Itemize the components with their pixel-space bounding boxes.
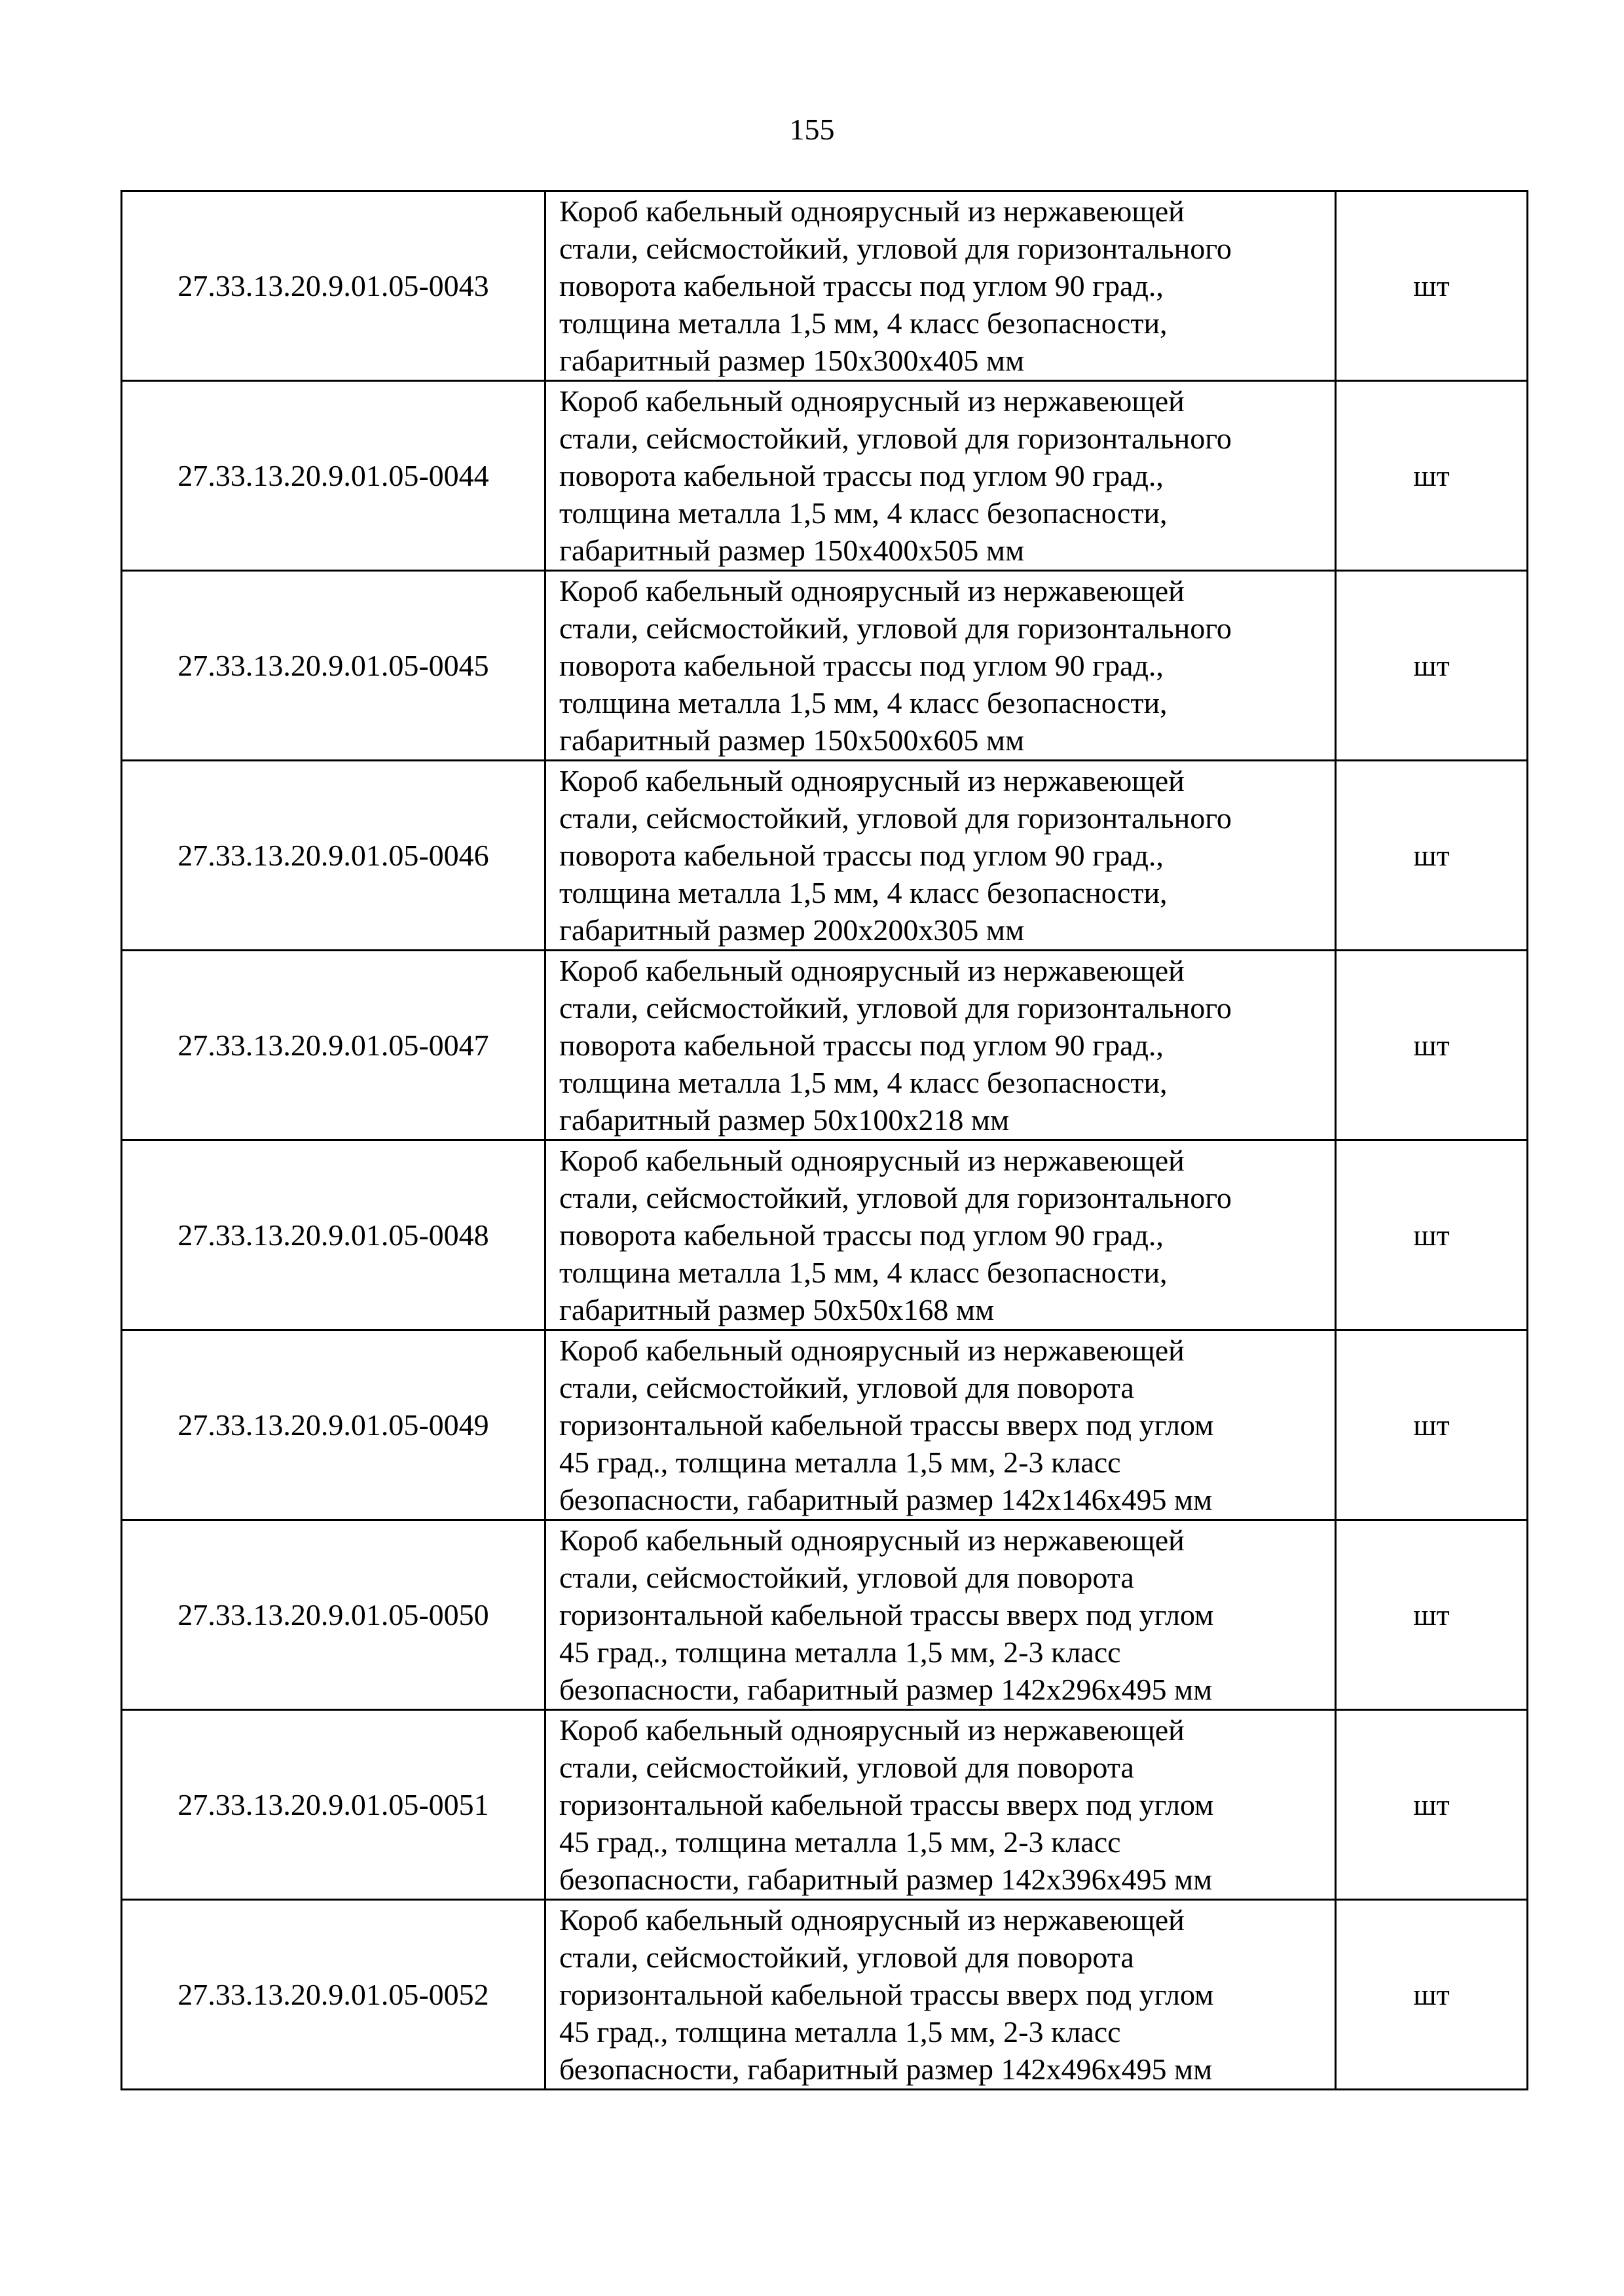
table-row bbox=[122, 1520, 1528, 1710]
resource-table-body bbox=[122, 191, 1528, 2090]
resource-code: 27.33.13.20.9.01.05-0050 bbox=[122, 1520, 545, 1710]
table-row bbox=[122, 1900, 1528, 2090]
table-row bbox=[122, 1330, 1528, 1520]
resource-description: Короб кабельный одноярусный из нержавеющей стали, сейсмостойкий, угловой для горизонтального поворота кабельной трассы под углом 90 град., толщина металла 1,5 мм, 4 класс безопасности, габаритный размер 150x500x605 мм bbox=[545, 571, 1336, 761]
unit-of-measure: шт bbox=[1336, 381, 1528, 571]
resource-code: 27.33.13.20.9.01.05-0043 bbox=[122, 191, 545, 381]
table-row bbox=[122, 571, 1528, 761]
resource-description: Короб кабельный одноярусный из нержавеющей стали, сейсмостойкий, угловой для поворота горизонтальной кабельной трассы вверх под углом 45 град., толщина металла 1,5 мм, 2-3 класс безопасности, габаритный размер 142x396x495 мм bbox=[545, 1710, 1336, 1900]
unit-of-measure: шт bbox=[1336, 1520, 1528, 1710]
resource-code: 27.33.13.20.9.01.05-0048 bbox=[122, 1140, 545, 1330]
unit-of-measure: шт bbox=[1336, 571, 1528, 761]
resource-description: Короб кабельный одноярусный из нержавеющей стали, сейсмостойкий, угловой для горизонтального поворота кабельной трассы под углом 90 град., толщина металла 1,5 мм, 4 класс безопасности, габаритный размер 50x100x218 мм bbox=[545, 951, 1336, 1140]
table-row bbox=[122, 381, 1528, 571]
resource-code: 27.33.13.20.9.01.05-0049 bbox=[122, 1330, 545, 1520]
resource-table bbox=[120, 190, 1528, 2090]
resource-code: 27.33.13.20.9.01.05-0047 bbox=[122, 951, 545, 1140]
unit-of-measure: шт bbox=[1336, 1710, 1528, 1900]
unit-of-measure: шт bbox=[1336, 761, 1528, 951]
unit-of-measure: шт bbox=[1336, 951, 1528, 1140]
table-row bbox=[122, 191, 1528, 381]
table-row bbox=[122, 951, 1528, 1140]
resource-description: Короб кабельный одноярусный из нержавеющей стали, сейсмостойкий, угловой для горизонтального поворота кабельной трассы под углом 90 град., толщина металла 1,5 мм, 4 класс безопасности, габаритный размер 150x400x505 мм bbox=[545, 381, 1336, 571]
resource-code: 27.33.13.20.9.01.05-0046 bbox=[122, 761, 545, 951]
page-number: 155 bbox=[789, 113, 835, 146]
table-row bbox=[122, 761, 1528, 951]
unit-of-measure: шт bbox=[1336, 1900, 1528, 2090]
table-row bbox=[122, 1140, 1528, 1330]
resource-code: 27.33.13.20.9.01.05-0051 bbox=[122, 1710, 545, 1900]
table-row bbox=[122, 1710, 1528, 1900]
resource-description: Короб кабельный одноярусный из нержавеющей стали, сейсмостойкий, угловой для горизонтального поворота кабельной трассы под углом 90 град., толщина металла 1,5 мм, 4 класс безопасности, габаритный размер 150x300x405 мм bbox=[545, 191, 1336, 381]
resource-code: 27.33.13.20.9.01.05-0044 bbox=[122, 381, 545, 571]
resource-description: Короб кабельный одноярусный из нержавеющей стали, сейсмостойкий, угловой для поворота горизонтальной кабельной трассы вверх под углом 45 град., толщина металла 1,5 мм, 2-3 класс безопасности, габаритный размер 142x296x495 мм bbox=[545, 1520, 1336, 1710]
resource-description: Короб кабельный одноярусный из нержавеющей стали, сейсмостойкий, угловой для горизонтального поворота кабельной трассы под углом 90 град., толщина металла 1,5 мм, 4 класс безопасности, габаритный размер 200x200x305 мм bbox=[545, 761, 1336, 951]
unit-of-measure: шт bbox=[1336, 191, 1528, 381]
resource-description: Короб кабельный одноярусный из нержавеющей стали, сейсмостойкий, угловой для горизонтального поворота кабельной трассы под углом 90 град., толщина металла 1,5 мм, 4 класс безопасности, габаритный размер 50x50x168 мм bbox=[545, 1140, 1336, 1330]
unit-of-measure: шт bbox=[1336, 1330, 1528, 1520]
unit-of-measure: шт bbox=[1336, 1140, 1528, 1330]
resource-code: 27.33.13.20.9.01.05-0052 bbox=[122, 1900, 545, 2090]
resource-code: 27.33.13.20.9.01.05-0045 bbox=[122, 571, 545, 761]
resource-description: Короб кабельный одноярусный из нержавеющей стали, сейсмостойкий, угловой для поворота горизонтальной кабельной трассы вверх под углом 45 град., толщина металла 1,5 мм, 2-3 класс безопасности, габаритный размер 142x146x495 мм bbox=[545, 1330, 1336, 1520]
resource-description: Короб кабельный одноярусный из нержавеющей стали, сейсмостойкий, угловой для поворота горизонтальной кабельной трассы вверх под углом 45 град., толщина металла 1,5 мм, 2-3 класс безопасности, габаритный размер 142x496x495 мм bbox=[545, 1900, 1336, 2090]
